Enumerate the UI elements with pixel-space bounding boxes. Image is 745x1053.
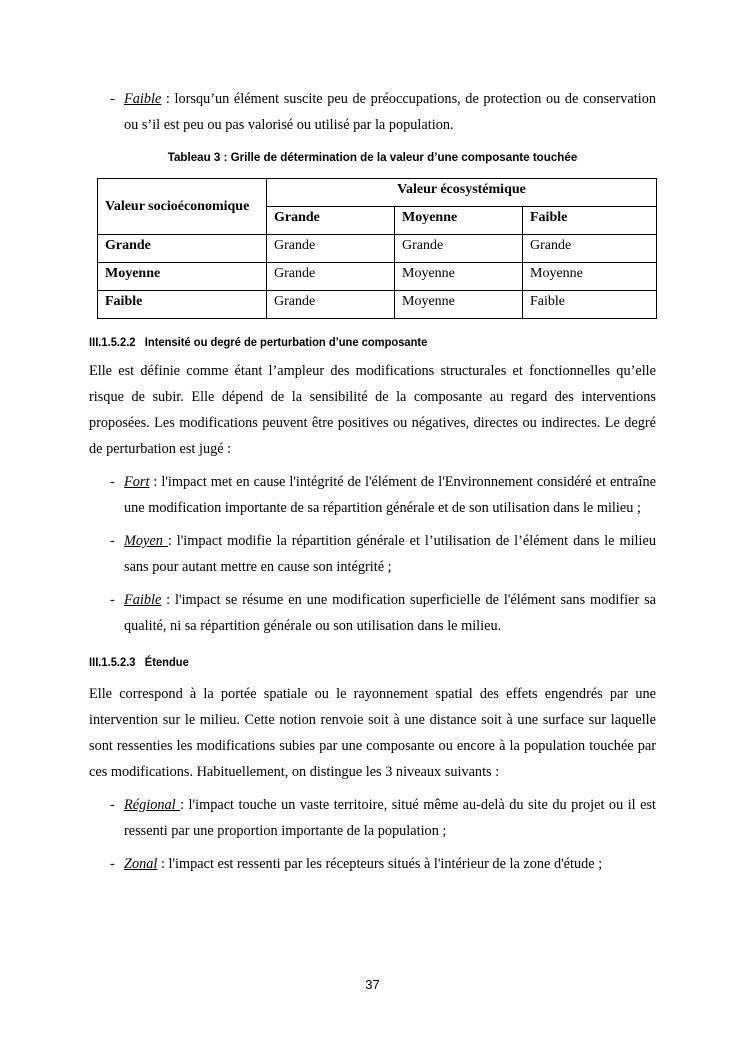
bullet-text: : l'impact se résume en une modification superficielle de l'élément sans modifier sa qualité, ni sa répartition générale ou son utilisation dans le milieu. <box>124 592 656 634</box>
table-cell: Grande <box>267 291 395 319</box>
table-cell: Moyenne <box>523 263 657 291</box>
paragraph-intensity: Elle est définie comme étant l’ampleur des modifications structurales et fonctionnelles qu’elle risque de subir. Elle dépend de la sensibilité de la composante au regard des interventions proposées. Les modifications peuvent être positives ou négatives, directes ou indirectes. Le degré de perturbation est jugé : <box>89 363 656 457</box>
row-label: Grande <box>98 235 267 263</box>
table-cell: Grande <box>395 235 523 263</box>
bullet-dash: - <box>110 592 115 608</box>
bullet-term: Faible <box>124 91 162 107</box>
column-group-title: Valeur écosystémique <box>267 179 657 207</box>
section-number: III.1.5.2.3 <box>89 655 136 669</box>
table-cell: Moyenne <box>395 263 523 291</box>
bullet-term: Régional <box>124 797 181 813</box>
bullet-dash: - <box>110 797 115 813</box>
bullet-dash: - <box>110 91 115 107</box>
bullet-text: : lorsqu’un élément suscite peu de préoccupations, de protection ou de conservation ou s’il est peu ou pas valorisé ou utilisé par la population. <box>124 91 656 133</box>
table-row <box>98 263 657 291</box>
bullet-dash: - <box>110 856 115 872</box>
bullet-fort <box>89 469 656 521</box>
row-label: Moyenne <box>98 263 267 291</box>
section-title: Intensité ou degré de perturbation d’une composante <box>144 335 428 349</box>
bullet-moyen <box>89 528 656 580</box>
table-cell: Faible <box>523 291 657 319</box>
table-cell: Moyenne <box>395 291 523 319</box>
table-cell: Grande <box>523 235 657 263</box>
column-header: Faible <box>523 207 657 235</box>
section-number: III.1.5.2.2 <box>89 335 136 349</box>
table-cell: Grande <box>267 263 395 291</box>
bullet-regional <box>89 792 656 844</box>
table-caption: Tableau 3 : Grille de détermination de la valeur d’une composante touchée <box>167 151 578 164</box>
section-title: Étendue <box>144 655 189 669</box>
bullet-faible-intensity <box>89 587 656 639</box>
bullet-zonal <box>89 851 656 877</box>
page-number: 37 <box>365 977 380 992</box>
row-header-title: Valeur socioéconomique <box>98 179 267 235</box>
bullet-term: Moyen <box>124 533 168 549</box>
bullet-term: Zonal <box>124 856 158 872</box>
value-grid-table <box>97 178 657 319</box>
bullet-dash: - <box>110 533 115 549</box>
bullet-dash: - <box>110 474 115 490</box>
column-header: Grande <box>267 207 395 235</box>
bullet-text: : l'impact modifie la répartition générale et l’utilisation de l’élément dans le milieu sans pour autant mettre en cause son intégrité ; <box>124 533 656 575</box>
column-header: Moyenne <box>395 207 523 235</box>
section-heading-extent <box>89 655 599 669</box>
table-cell: Grande <box>267 235 395 263</box>
bullet-term: Fort <box>124 474 150 490</box>
bullet-faible-value <box>89 86 656 138</box>
row-label: Faible <box>98 291 267 319</box>
bullet-text: : l'impact touche un vaste territoire, situé même au-delà du site du projet ou il est ressenti par une proportion importante de la population ; <box>124 797 656 839</box>
section-heading-intensity <box>89 335 599 349</box>
table-row <box>98 235 657 263</box>
paragraph-extent: Elle correspond à la portée spatiale ou le rayonnement spatial des effets engendrés par une intervention sur le milieu. Cette notion renvoie soit à une distance soit à une surface sur laquelle sont ressenties les modifications subies par une composante ou encore à la population touchée par ces modifications. Habituellement, on distingue les 3 niveaux suivants : <box>89 686 656 780</box>
document-page <box>89 86 656 877</box>
table-row <box>98 291 657 319</box>
bullet-text: : l'impact met en cause l'intégrité de l'élément de l'Environnement considéré et entraîne une modification importante de sa répartition générale et de son utilisation dans le milieu ; <box>124 474 656 516</box>
bullet-text: : l'impact est ressenti par les récepteurs situés à l'intérieur de la zone d'étude ; <box>157 856 603 872</box>
bullet-term: Faible <box>124 592 162 608</box>
